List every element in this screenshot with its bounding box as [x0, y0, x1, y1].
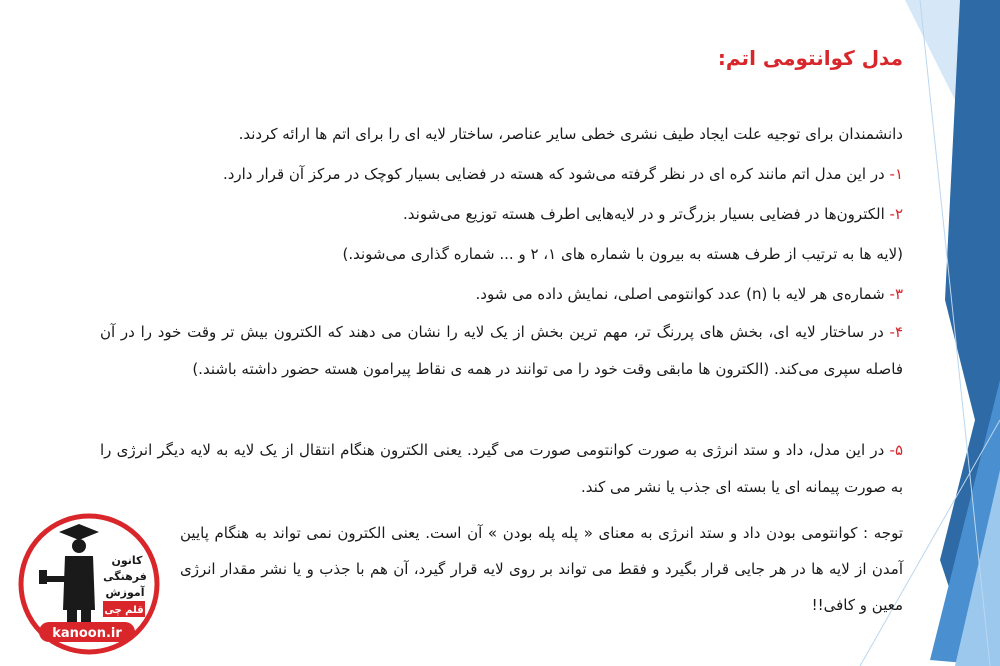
point-text: در ساختار لایه ای، بخش های پررنگ تر، مهم ترین بخش از یک لایه را نشان می دهند که الکترون بیش تر وقت خود را در آن فاصله سپری می‌کند. (الکترون ها مابقی وقت خود را می توانند در همه ی نقاط پیرامون هسته حضور داشته باشند.) [100, 323, 903, 378]
point-2-note [185, 244, 903, 264]
point-number: ۳- [889, 285, 903, 303]
point-number: ۴- [889, 323, 903, 341]
kanoon-logo [15, 510, 163, 658]
note-paragraph: توجه : کوانتومی بودن داد و ستد انرژی به معنای « پله پله بودن » آن است. یعنی الکترون نمی تواند به هنگام پایین آمدن از لایه ها در هر جایی قرار بگیرد و فقط می تواند بر روی لایه قرار گیرد، آن هم با جذب و یا نشر مقدار انرژی معین و کافی!! [180, 524, 903, 614]
logo-line-1: کانون [111, 554, 143, 567]
point-text: الکترون‌ها در فضایی بسیار بزرگ‌تر و در لایه‌هایی اطرف هسته توزیع می‌شوند. [403, 205, 890, 223]
point-2 [185, 204, 903, 224]
point-4 [100, 314, 903, 388]
slide-title: مدل کوانتومی اتم: [717, 46, 903, 70]
logo-line-2: فرهنگی [103, 570, 147, 583]
point-text: (لایه ها به ترتیب از طرف هسته به بیرون با شماره های ۱، ۲ و ... شماره گذاری می‌شوند.) [342, 245, 903, 263]
point-5 [100, 432, 903, 506]
point-text: شماره‌ی هر لایه با (n) عدد کوانتومی اصلی، نمایش داده می شود. [475, 285, 890, 303]
point-number: ۱- [889, 165, 903, 183]
point-number: ۲- [889, 205, 903, 223]
point-number: ۵- [889, 441, 903, 459]
point-text: در این مدل اتم مانند کره ای در نظر گرفته می‌شود که هسته در فضایی بسیار کوچک در مرکز آن قرار دارد. [222, 165, 890, 183]
logo-site: kanoon.ir [52, 626, 122, 641]
point-text: در این مدل، داد و ستد انرژی به صورت کوانتومی صورت می گیرد. یعنی الکترون هنگام انتقال از یک لایه به لایه دیگر انرژی را به صورت پیمانه ای یا بسته ای جذب یا نشر می کند. [100, 441, 903, 496]
point-1 [185, 164, 903, 184]
point-3 [185, 284, 903, 304]
logo-line-3: آموزش [105, 586, 145, 599]
intro-paragraph: دانشمندان برای توجیه علت ایجاد طیف نشری خطی سایر عناصر، ساختار لایه ای را برای اتم ها ارائه کردند. [238, 125, 903, 143]
logo-line-4: قلم چی [104, 605, 144, 616]
